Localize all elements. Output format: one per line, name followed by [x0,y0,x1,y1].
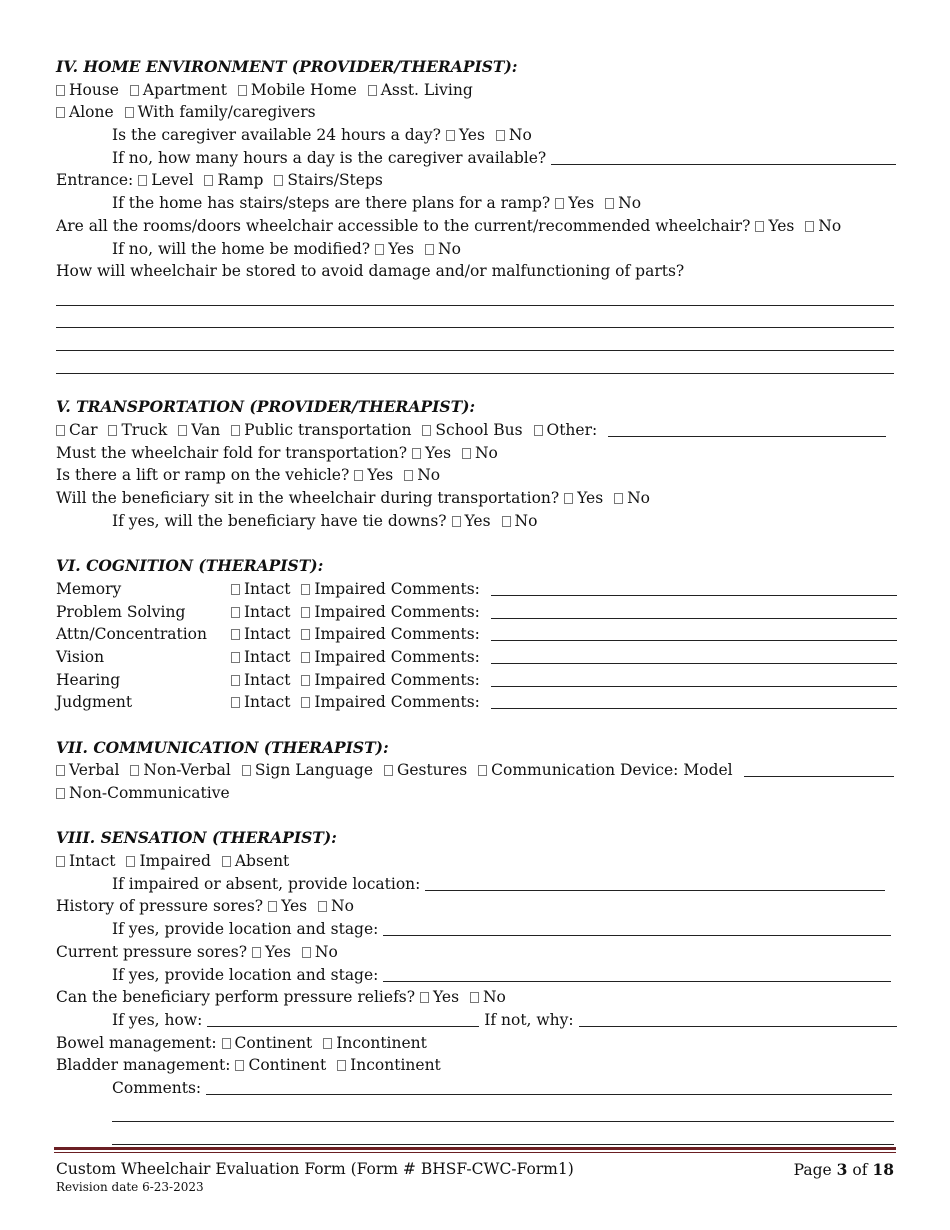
sensation-comments-field[interactable] [206,1080,892,1095]
history-location-question: If yes, provide location and stage: [56,918,894,941]
checkbox-bladder-continent[interactable]: Continent [235,1056,326,1074]
section-header-sensation: VIII. SENSATION (THERAPIST): [56,828,337,848]
sensation-options [56,850,894,873]
checkbox-bowel-continent[interactable]: Continent [222,1034,313,1052]
history-location-field[interactable] [383,921,891,936]
checkbox-alone[interactable]: Alone [56,103,114,121]
section-header-transport: V. TRANSPORTATION (PROVIDER/THERAPIST): [56,397,476,417]
comments-extra-line[interactable] [112,1122,894,1145]
checkbox-problem-intact[interactable]: Intact [231,603,291,621]
storage-answer-line[interactable] [56,306,894,329]
residence-options [56,79,894,102]
cognition-row-problem-solving: Problem Solving Intact Impaired Comments: [56,601,894,624]
checkbox-modified-no[interactable]: No [425,240,461,258]
bladder-management: Bladder management: Continent Incontinent [56,1056,441,1075]
checkbox-other[interactable]: Other: [534,421,598,439]
checkbox-current-yes[interactable]: Yes [252,943,291,961]
cognition-row-judgment: Judgment Intact Impaired Comments: [56,691,894,714]
accessible-question: Are all the rooms/doors wheelchair accessible to the current/recommended wheelchair? Yes No [56,216,842,235]
history-sores-question: History of pressure sores? Yes No [56,897,354,916]
checkbox-ramp-yes[interactable]: Yes [555,194,594,212]
cognition-row-attention: Attn/Concentration Intact Impaired Comments: [56,623,894,646]
checkbox-non-communicative[interactable]: Non-Communicative [56,784,230,802]
sensation-location-question: If impaired or absent, provide location: [56,873,894,896]
checkbox-attention-impaired[interactable]: Impaired Comments: [301,625,480,643]
checkbox-sit-no[interactable]: No [614,489,650,507]
bowel-management: Bowel management: Continent Incontinent [56,1033,427,1052]
checkbox-entrance-level[interactable]: Level [138,171,193,189]
checkbox-gestures[interactable]: Gestures [384,761,467,779]
checkbox-caregiver24-no[interactable]: No [496,126,532,144]
checkbox-sensation-impaired[interactable]: Impaired [126,852,210,870]
cognition-row-memory: Memory Intact Impaired Comments: [56,578,894,601]
cognition-row-vision: Vision Intact Impaired Comments: [56,646,894,669]
checkbox-fold-no[interactable]: No [462,444,498,462]
caregiver-hours-question: If no, how many hours a day is the caregiver available? [56,147,894,170]
form-page [56,56,894,1145]
checkbox-hearing-impaired[interactable]: Impaired Comments: [301,671,480,689]
checkbox-lift-yes[interactable]: Yes [354,466,393,484]
checkbox-school-bus[interactable]: School Bus [422,421,522,439]
checkbox-lift-no[interactable]: No [404,466,440,484]
reliefs-how-field[interactable] [207,1012,479,1027]
reliefs-how-why: If yes, how: If not, why: [56,1009,894,1032]
storage-question: How will wheelchair be stored to avoid damage and/or malfunctioning of parts? [56,262,685,281]
checkbox-bladder-incontinent[interactable]: Incontinent [337,1056,441,1074]
checkbox-memory-impaired[interactable]: Impaired Comments: [301,580,480,598]
problem-comments-field[interactable] [491,604,897,619]
sensation-comments: Comments: [56,1077,894,1100]
hearing-comments-field[interactable] [491,672,897,687]
checkbox-tiedowns-no[interactable]: No [502,512,538,530]
checkbox-apartment[interactable]: Apartment [130,81,227,99]
checkbox-modified-yes[interactable]: Yes [375,240,414,258]
checkbox-sensation-absent[interactable]: Absent [222,852,289,870]
judgment-comments-field[interactable] [491,694,897,709]
page-number: Page 3 of 18 [793,1160,894,1179]
checkbox-asst-living[interactable]: Asst. Living [368,81,473,99]
section-header-home: IV. HOME ENVIRONMENT (PROVIDER/THERAPIST): [56,57,518,76]
checkbox-history-no[interactable]: No [318,897,354,915]
checkbox-car[interactable]: Car [56,421,98,439]
page-footer [56,1160,894,1178]
checkbox-caregiver24-yes[interactable]: Yes [446,126,485,144]
checkbox-reliefs-no[interactable]: No [470,988,506,1006]
checkbox-comm-device[interactable]: Communication Device: Model [478,761,732,779]
footer-rule [54,1147,896,1150]
entrance-options: Entrance: Level Ramp Stairs/Steps [56,171,383,190]
pressure-reliefs-question: Can the beneficiary perform pressure reliefs? Yes No [56,988,506,1007]
footer-rule-thin [54,1152,896,1153]
fold-question: Must the wheelchair fold for transportation? Yes No [56,443,498,462]
footer-form-title: Custom Wheelchair Evaluation Form (Form # BHSF-CWC-Form1) [56,1160,574,1178]
storage-answer-line[interactable] [56,351,894,374]
checkbox-sign-language[interactable]: Sign Language [242,761,373,779]
current-sores-question: Current pressure sores? Yes No [56,942,338,961]
checkbox-with-family[interactable]: With family/caregivers [125,103,316,121]
checkbox-house[interactable]: House [56,81,119,99]
checkbox-sit-yes[interactable]: Yes [564,489,603,507]
storage-answer-line[interactable] [56,283,894,306]
checkbox-fold-yes[interactable]: Yes [412,444,451,462]
sit-question: Will the beneficiary sit in the wheelchair during transportation? Yes No [56,489,650,508]
checkbox-current-no[interactable]: No [302,943,338,961]
reliefs-why-field[interactable] [579,1012,897,1027]
current-location-field[interactable] [383,967,891,982]
checkbox-bowel-incontinent[interactable]: Incontinent [323,1034,427,1052]
lift-question: Is there a lift or ramp on the vehicle? Yes No [56,466,441,485]
checkbox-tiedowns-yes[interactable]: Yes [452,512,491,530]
checkbox-sensation-intact[interactable]: Intact [56,852,116,870]
ramp-plans-question: If the home has stairs/steps are there plans for a ramp? Yes No [112,194,642,213]
checkbox-attention-intact[interactable]: Intact [231,625,291,643]
modified-question: If no, will the home be modified? Yes No [112,239,461,258]
tiedowns-question: If yes, will the beneficiary have tie downs? Yes No [112,511,538,530]
checkbox-hearing-intact[interactable]: Intact [231,671,291,689]
checkbox-accessible-yes[interactable]: Yes [755,217,794,235]
caregiver-24h-question: Is the caregiver available 24 hours a day? Yes No [112,126,532,145]
checkbox-verbal[interactable]: Verbal [56,761,119,779]
checkbox-judgment-impaired[interactable]: Impaired Comments: [301,693,480,711]
checkbox-judgment-intact[interactable]: Intact [231,693,291,711]
device-model-field[interactable] [744,762,894,777]
checkbox-entrance-ramp[interactable]: Ramp [204,171,263,189]
storage-answer-line[interactable] [56,328,894,351]
sensation-location-field[interactable] [425,876,885,891]
checkbox-public-transport[interactable]: Public transportation [231,421,411,439]
cognition-row-hearing: Hearing Intact Impaired Comments: [56,669,894,692]
section-header-cognition: VI. COGNITION (THERAPIST): [56,556,324,576]
non-communicative-option [56,782,894,805]
checkbox-history-yes[interactable]: Yes [268,897,307,915]
other-transport-field[interactable] [608,422,886,437]
checkbox-entrance-stairs[interactable]: Stairs/Steps [274,171,383,189]
section-header-communication: VII. COMMUNICATION (THERAPIST): [56,737,389,757]
checkbox-reliefs-yes[interactable]: Yes [420,988,459,1006]
current-location-question: If yes, provide location and stage: [56,964,894,987]
checkbox-van[interactable]: Van [178,421,220,439]
checkbox-ramp-no[interactable]: No [605,194,641,212]
transport-modes [56,419,894,442]
checkbox-memory-intact[interactable]: Intact [231,580,291,598]
comments-extra-line[interactable] [112,1100,894,1123]
checkbox-problem-impaired[interactable]: Impaired Comments: [301,603,480,621]
checkbox-vision-intact[interactable]: Intact [231,648,291,666]
checkbox-truck[interactable]: Truck [108,421,167,439]
vision-comments-field[interactable] [491,649,897,664]
checkbox-vision-impaired[interactable]: Impaired Comments: [301,648,480,666]
communication-options [56,759,894,782]
checkbox-non-verbal[interactable]: Non-Verbal [130,761,230,779]
living-options [56,101,894,124]
checkbox-mobile-home[interactable]: Mobile Home [238,81,357,99]
memory-comments-field[interactable] [491,581,897,596]
caregiver-hours-field[interactable] [551,150,896,165]
revision-date: Revision date 6-23-2023 [56,1180,204,1194]
attention-comments-field[interactable] [491,626,897,641]
checkbox-accessible-no[interactable]: No [805,217,841,235]
